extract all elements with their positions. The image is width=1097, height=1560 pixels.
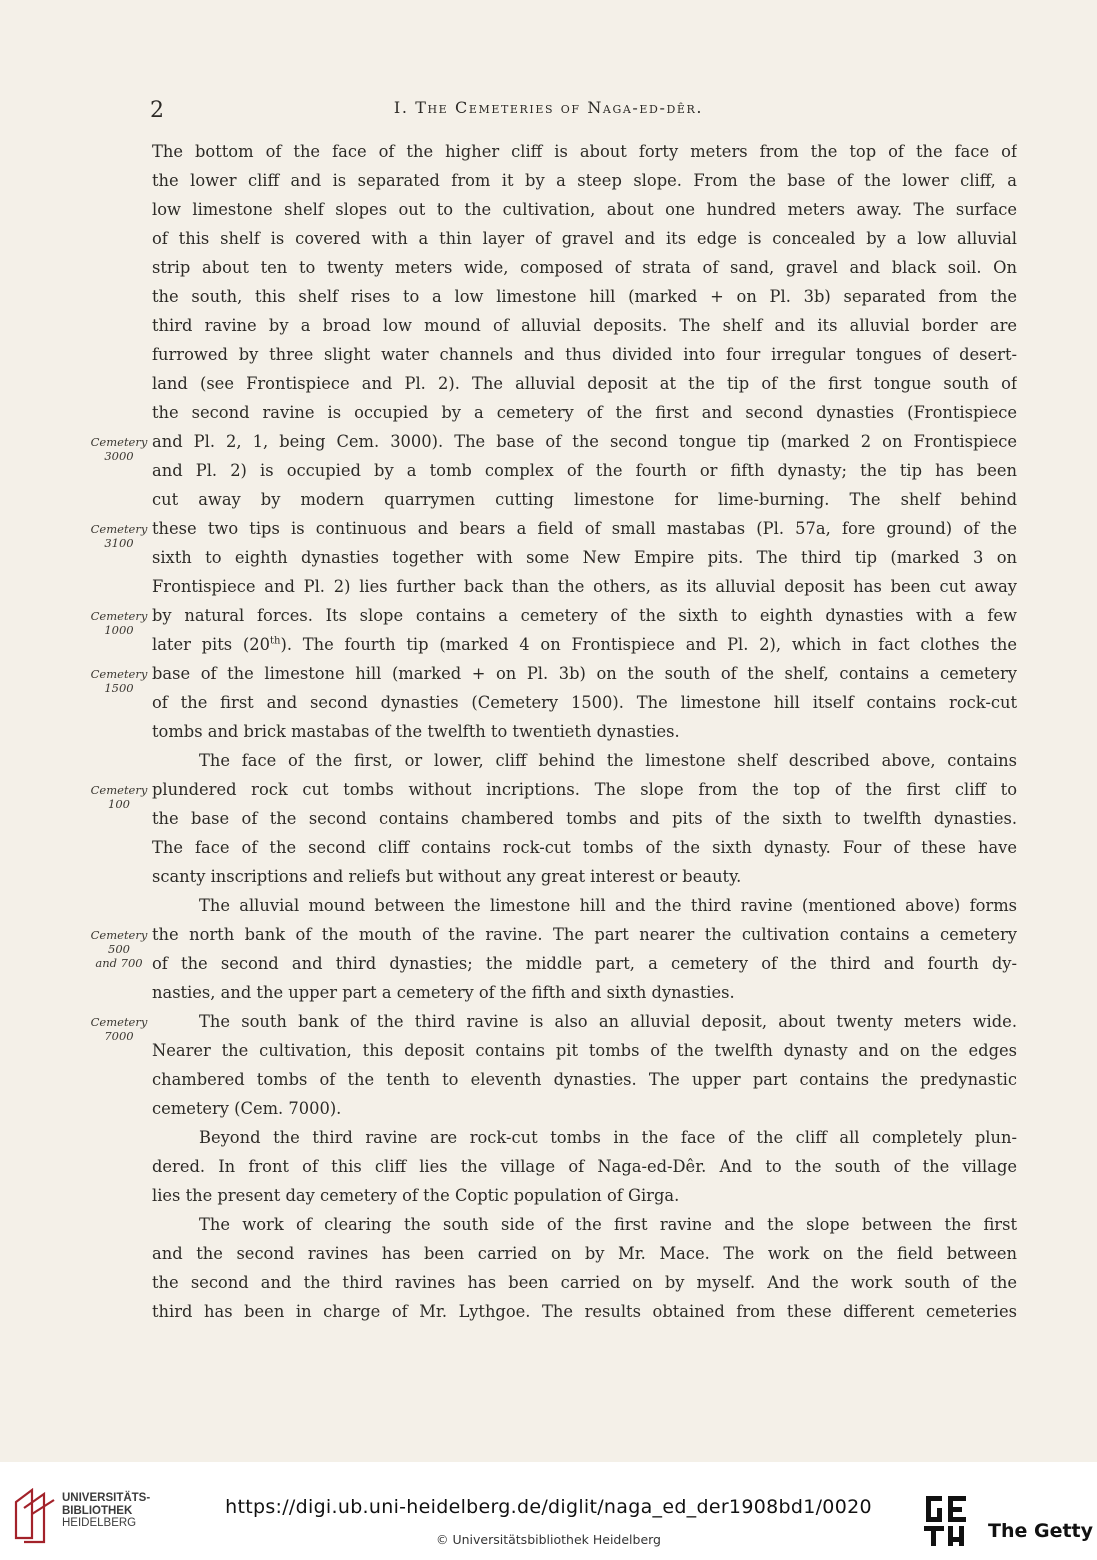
text-line: lies the present day cemetery of the Coptic population of Girga. (152, 1186, 680, 1205)
library-name-line: HEIDELBERG (62, 1517, 137, 1529)
text-line: and Pl. 2) is occupied by a tomb complex of the fourth or fifth dynasty; the tip has been (152, 461, 1017, 480)
margin-note-number: 3100 (104, 536, 134, 550)
margin-note-number: 7000 (104, 1029, 134, 1043)
text-line: The south bank of the third ravine is also an alluvial deposit, about twenty meters wide. (199, 1012, 1017, 1031)
margin-note-label: Cemetery (90, 783, 148, 797)
text-line-with-superscript (152, 630, 1017, 659)
text-line: the lower cliff and is separated from it by a steep slope. From the base of the lower cliff, a (152, 171, 1017, 190)
text-line: sixth to eighth dynasties together with some New Empire pits. The third tip (marked 3 on (152, 548, 1017, 567)
margin-note-number: 100 (108, 797, 130, 811)
text-line: nasties, and the upper part a cemetery of the fifth and sixth dynasties. (152, 983, 735, 1002)
margin-note-number: 1000 (104, 623, 134, 637)
margin-note-label: Cemetery (90, 435, 148, 449)
margin-note-cemetery-3100 (86, 522, 152, 550)
text-fragment: later pits (20 (152, 635, 270, 654)
text-line: base of the limestone hill (marked + on Pl. 3b) on the south of the shelf, contains a cemetery (152, 664, 1017, 683)
text-line: Frontispiece and Pl. 2) lies further back than the others, as its alluvial deposit has been cut away (152, 577, 1017, 596)
text-line: The work of clearing the south side of the first ravine and the slope between the first (199, 1215, 1017, 1234)
source-url-link[interactable]: https://digi.ub.uni-heidelberg.de/diglit/naga_ed_der1908bd1/0020 (225, 1496, 872, 1518)
text-line: cemetery (Cem. 7000). (152, 1099, 342, 1118)
text-line: Beyond the third ravine are rock-cut tombs in the face of the cliff all completely plun- (199, 1128, 1017, 1147)
margin-note-cemetery-500-700 (86, 928, 152, 970)
page-number: 2 (150, 98, 164, 123)
margin-note-cemetery-100 (86, 783, 152, 811)
footer (0, 1462, 1097, 1560)
copyright-notice: © Universitätsbibliothek Heidelberg (435, 1532, 661, 1547)
text-line: strip about ten to twenty meters wide, composed of strata of sand, gravel and black soil. On (152, 258, 1017, 277)
margin-note-label: Cemetery (90, 928, 148, 942)
text-line: by natural forces. Its slope contains a cemetery of the sixth to eighth dynasties with a few (152, 606, 1017, 625)
text-line: cut away by modern quarrymen cutting limestone for lime-burning. The shelf behind (152, 490, 1017, 509)
text-line: of this shelf is covered with a thin layer of gravel and its edge is concealed by a low alluvial (152, 229, 1017, 248)
margin-note-cemetery-1500 (86, 667, 152, 695)
text-line: of the first and second dynasties (Cemetery 1500). The limestone hill itself contains rock-cut (152, 693, 1017, 712)
margin-note-number: 1500 (104, 681, 134, 695)
text-line: these two tips is continuous and bears a field of small mastabas (Pl. 57a, fore ground) of the (152, 519, 1017, 538)
margin-note-number: 500 (108, 942, 130, 956)
superscript: th (270, 635, 281, 647)
text-line: The face of the second cliff contains rock-cut tombs of the sixth dynasty. Four of these have (152, 838, 1017, 857)
text-line: and Pl. 2, 1, being Cem. 3000). The base of the second tongue tip (marked 2 on Frontispiece (152, 432, 1017, 451)
margin-note-extra: and 700 (95, 956, 143, 970)
text-line: land (see Frontispiece and Pl. 2). The alluvial deposit at the tip of the first tongue south of (152, 374, 1017, 393)
partner-name: The Getty (988, 1520, 1094, 1542)
text-line: furrowed by three slight water channels and thus divided into four irregular tongues of desert- (152, 345, 1017, 364)
text-line: the base of the second contains chambered tombs and pits of the sixth to twelfth dynasties. (152, 809, 1017, 828)
text-line: the north bank of the mouth of the ravine. The part nearer the cultivation contains a cemetery (152, 925, 1017, 944)
text-line: Nearer the cultivation, this deposit contains pit tombs of the twelfth dynasty and on the edges (152, 1041, 1017, 1060)
text-line: the south, this shelf rises to a low limestone hill (marked + on Pl. 3b) separated from the (152, 287, 1017, 306)
text-line: and the second ravines has been carried on by Mr. Mace. The work on the field between (152, 1244, 1017, 1263)
margin-note-cemetery-7000 (86, 1015, 152, 1043)
margin-note-cemetery-1000 (86, 609, 152, 637)
library-name-line: UNIVERSITÄTS- (62, 1492, 151, 1504)
margin-note-label: Cemetery (90, 609, 148, 623)
text-line: The bottom of the face of the higher cliff is about forty meters from the top of the face of (152, 142, 1017, 161)
running-title: I. The Cemeteries of Naga-ed-dêr. (393, 98, 704, 117)
library-name-line: BIBLIOTHEK (62, 1504, 133, 1517)
text-line: chambered tombs of the tenth to eleventh dynasties. The upper part contains the predynastic (152, 1070, 1017, 1089)
margin-note-cemetery-3000 (86, 435, 152, 463)
text-line: third has been in charge of Mr. Lythgoe. The results obtained from these different cemeteries (152, 1302, 1017, 1321)
getty-logo-icon (918, 1492, 978, 1554)
text-line: plundered rock cut tombs without incriptions. The slope from the top of the first cliff to (152, 780, 1017, 799)
text-line: third ravine by a broad low mound of alluvial deposits. The shelf and its alluvial border are (152, 316, 1017, 335)
text-line: dered. In front of this cliff lies the village of Naga-ed-Dêr. And to the south of the village (152, 1157, 1017, 1176)
text-line: scanty inscriptions and reliefs but without any great interest or beauty. (152, 867, 742, 886)
text-line: The alluvial mound between the limestone hill and the third ravine (mentioned above) forms (199, 896, 1017, 915)
margin-note-label: Cemetery (90, 522, 148, 536)
margin-note-number: 3000 (104, 449, 134, 463)
text-line: low limestone shelf slopes out to the cultivation, about one hundred meters away. The surface (152, 200, 1017, 219)
text-fragment: ). The fourth tip (marked 4 on Frontispiece and Pl. 2), which in fact clothes the (280, 635, 1017, 654)
margin-note-label: Cemetery (90, 1015, 148, 1029)
text-line: tombs and brick mastabas of the twelfth to twentieth dynasties. (152, 722, 680, 741)
text-line: of the second and third dynasties; the middle part, a cemetery of the third and fourth dy- (152, 954, 1017, 973)
margin-note-label: Cemetery (90, 667, 148, 681)
text-line: The face of the first, or lower, cliff behind the limestone shelf described above, contains (199, 751, 1017, 770)
text-line: the second ravine is occupied by a cemetery of the first and second dynasties (Frontispiece (152, 403, 1017, 422)
text-line: the second and the third ravines has been carried on by myself. And the work south of the (152, 1273, 1017, 1292)
